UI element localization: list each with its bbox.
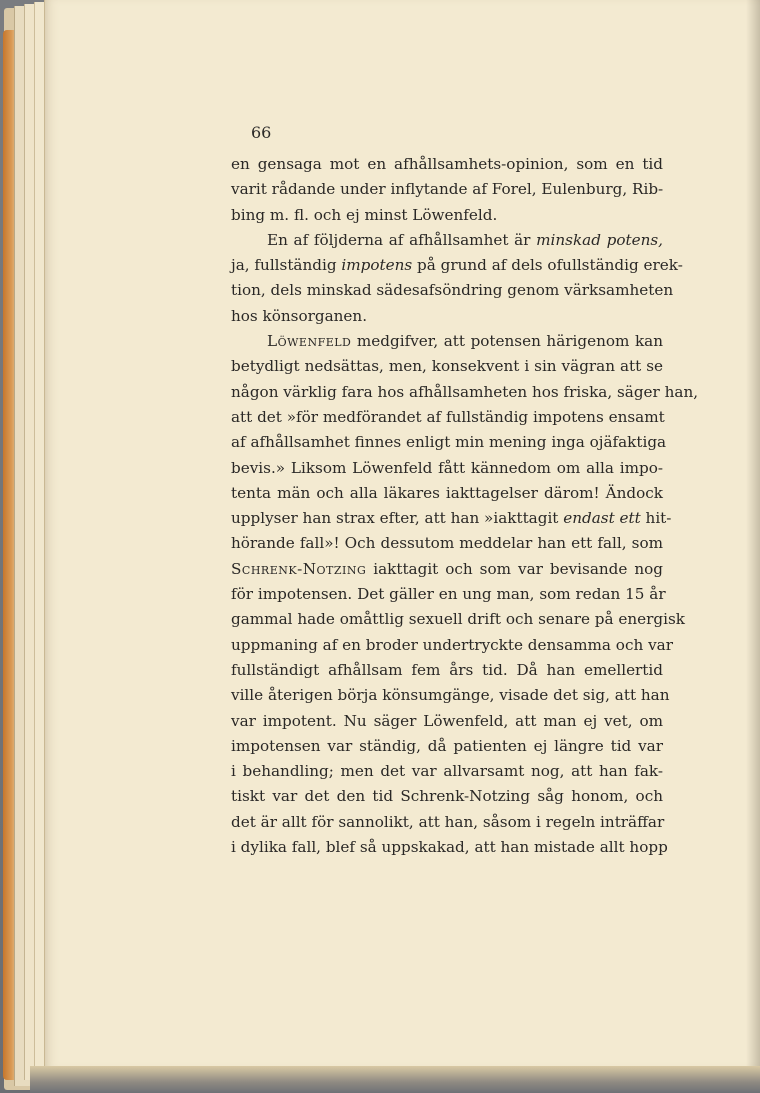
text-line: i behandling; men det var allvarsamt nog, att han fak- xyxy=(231,762,663,781)
text-line: tiskt var det den tid Schrenk-Notzing såg honom, och xyxy=(231,787,663,806)
text-line xyxy=(231,329,663,354)
text-line: betydligt nedsättas, men, konsekvent i sin vägran att se xyxy=(231,357,663,376)
page-bottom-edge xyxy=(30,1066,760,1093)
text-run: En af följderna af afhållsamhet är xyxy=(267,230,537,249)
text-line: bing m. fl. och ej minst Löwenfeld. xyxy=(231,205,498,224)
emphasis-text: impotens xyxy=(341,256,413,275)
page-gutter-shadow xyxy=(746,0,760,1093)
text-line xyxy=(231,557,663,582)
emphasis-text: endast ett xyxy=(563,509,641,528)
text-line: det är allt för sannolikt, att han, såsom i regeln inträffar xyxy=(231,812,665,831)
text-line: gammal hade omåttlig sexuell drift och senare på energisk xyxy=(231,610,685,629)
text-line: i dylika fall, blef så uppskakad, att han mistade allt hopp xyxy=(231,838,668,857)
text-line xyxy=(231,228,663,253)
text-line xyxy=(231,253,683,278)
text-run: medgifver, att potensen härigenom kan xyxy=(351,332,663,351)
text-line xyxy=(231,506,672,531)
page-body-text xyxy=(231,152,699,860)
text-line: uppmaning af en broder undertryckte densamma och var xyxy=(231,635,673,654)
text-line: af afhållsamhet finnes enligt min mening inga ojäfaktiga xyxy=(231,433,667,452)
text-line: att det »för medförandet af fullständig impotens ensamt xyxy=(231,407,665,426)
text-line: impotensen var ständig, då patienten ej längre tid var xyxy=(231,736,663,755)
text-run: upplyser han strax efter, att han »iakttagit xyxy=(231,509,564,528)
text-run: på grund af dels ofullständig erek- xyxy=(412,256,683,275)
text-line: hörande fall»! Och dessutom meddelar han ett fall, som xyxy=(231,534,663,553)
text-line: varit rådande under inflytande af Forel, Eulenburg, Rib- xyxy=(231,180,664,199)
page-number: 66 xyxy=(251,123,272,142)
text-run: ja, fullständig xyxy=(231,256,342,275)
text-line: en gensaga mot en afhållsamhets-opinion, som en tid xyxy=(231,155,663,173)
text-run: iakttagit och som var bevisande nog xyxy=(366,559,663,578)
text-line: tenta män och alla läkares iakttagelser därom! Ändock xyxy=(231,483,663,502)
text-line: var impotent. Nu säger Löwenfeld, att man ej vet, om xyxy=(231,711,663,730)
text-line: hos könsorganen. xyxy=(231,306,368,325)
text-line: någon värklig fara hos afhållsamheten hos friska, säger han, xyxy=(231,382,699,401)
emphasis-text: minskad potens, xyxy=(536,230,663,249)
text-run: hit- xyxy=(640,509,672,528)
author-name-smallcaps: Löwenfeld xyxy=(267,332,352,351)
text-line: ville återigen börja könsumgänge, visade det sig, att han xyxy=(231,686,670,705)
text-line: tion, dels minskad sädesafsöndring genom värksamheten xyxy=(231,281,674,300)
author-name-smallcaps: Schrenk-Notzing xyxy=(231,559,367,578)
text-line: för impotensen. Det gäller en ung man, som redan 15 år xyxy=(231,585,666,604)
text-line: bevis.» Liksom Löwenfeld fått kännedom om alla impo- xyxy=(231,458,663,477)
text-line: fullständigt afhållsam fem års tid. Då han emellertid xyxy=(231,660,663,679)
